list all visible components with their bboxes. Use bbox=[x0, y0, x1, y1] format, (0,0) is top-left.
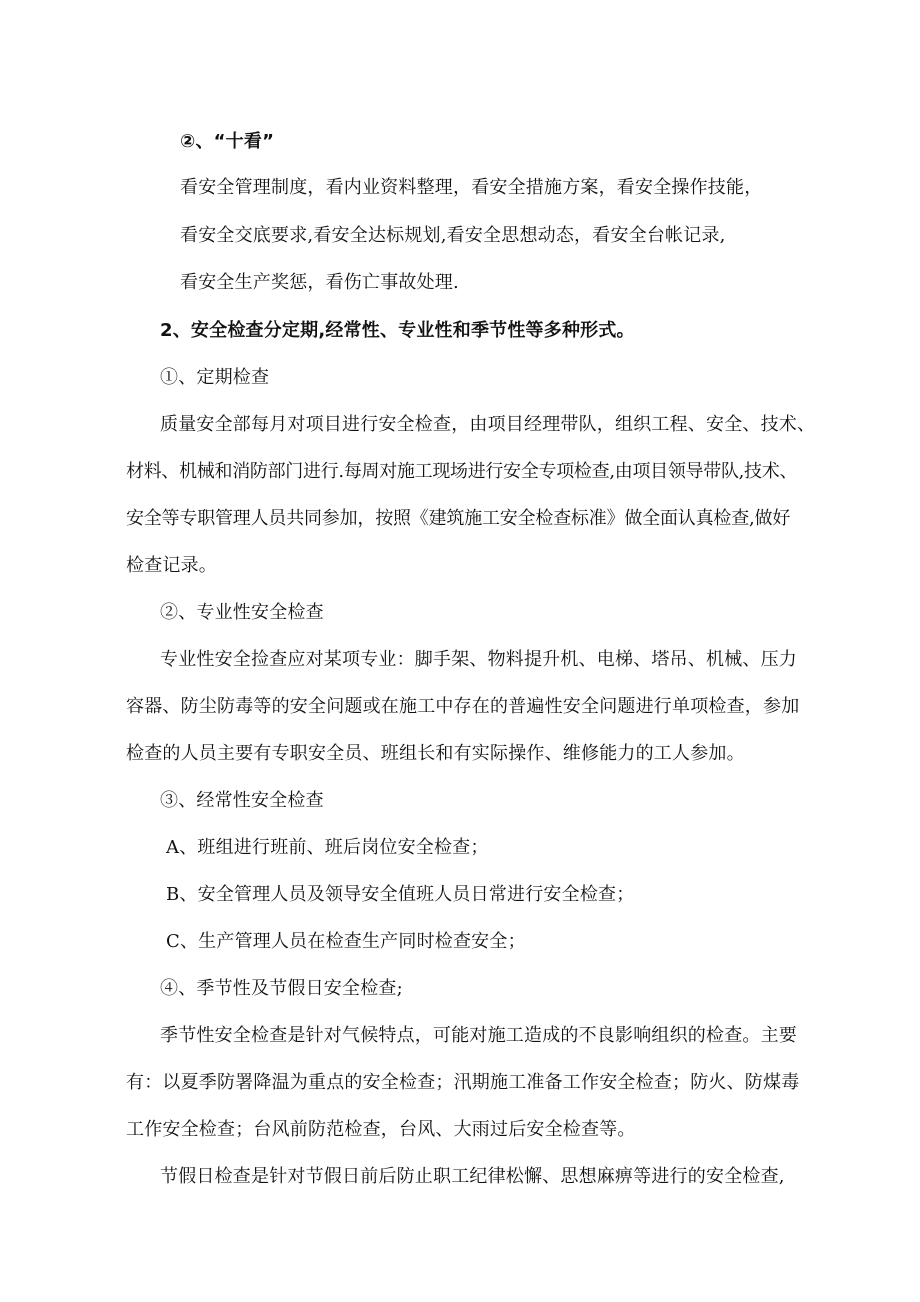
seasonal-line-3: 工作安全检查；台风前防范检查，台风、大雨过后安全检查等。 bbox=[126, 1119, 636, 1140]
professional-line-3: 检查的人员主要有专职安全员、班组长和有实际操作、维修能力的工人参加。 bbox=[126, 743, 745, 764]
periodic-line-3: 安全等专职管理人员共同参加，按照《建筑施工安全检查标准》做全面认真检查,做好 bbox=[126, 508, 791, 529]
periodic-line-1: 质量安全部每月对项目进行安全检查，由项目经理带队，组织工程、安全、技术、 bbox=[160, 414, 816, 435]
section-2-heading: 2、安全检查分定期,经常性、专业性和季节性等多种形式。 bbox=[160, 320, 635, 341]
professional-heading: ②、专业性安全检查 bbox=[160, 602, 324, 623]
periodic-line-4: 检查记录。 bbox=[126, 555, 217, 576]
regular-item-a: A、班组进行班前、班后岗位安全检查； bbox=[166, 837, 489, 858]
holiday-line: 节假日检查是针对节假日前后防止职工纪律松懈、思想麻痹等进行的安全检查, bbox=[160, 1166, 785, 1187]
regular-heading: ③、经常性安全检查 bbox=[160, 790, 324, 811]
ten-look-line-2: 看安全交底要求,看安全达标规划,看安全思想动态，看安全台帐记录, bbox=[180, 225, 726, 246]
seasonal-heading: ④、季节性及节假日安全检查; bbox=[160, 978, 403, 999]
ten-look-line-3: 看安全生产奖惩，看伤亡事故处理. bbox=[180, 272, 459, 293]
periodic-heading: ①、定期检查 bbox=[160, 367, 270, 388]
seasonal-line-1: 季节性安全检查是针对气候特点，可能对施工造成的不良影响组织的检查。主要 bbox=[160, 1025, 797, 1046]
ten-look-line-1: 看安全管理制度，看内业资料整理，看安全措施方案，看安全操作技能， bbox=[180, 177, 763, 198]
ten-look-heading: ②、“十看” bbox=[180, 131, 275, 152]
professional-line-1: 专业性安全捡查应对某项专业：脚手架、物料提升机、电梯、塔吊、机械、压力 bbox=[160, 649, 797, 670]
regular-item-b: B、安全管理人员及领导安全值班人员日常进行安全检查； bbox=[166, 884, 635, 905]
periodic-line-2: 材料、机械和消防部门进行.每周对施工现场进行安全专项检查,由项目领导带队,技术、 bbox=[126, 461, 798, 482]
seasonal-line-2: 有：以夏季防署降温为重点的安全检查；汛期施工准备工作安全检查；防火、防煤毒 bbox=[126, 1072, 800, 1093]
regular-item-c: C、生产管理人员在检查生产同时检查安全； bbox=[166, 931, 526, 952]
professional-line-2: 容器、防尘防毒等的安全问题或在施工中存在的普遍性安全问题进行单项检查，参加 bbox=[126, 696, 800, 717]
